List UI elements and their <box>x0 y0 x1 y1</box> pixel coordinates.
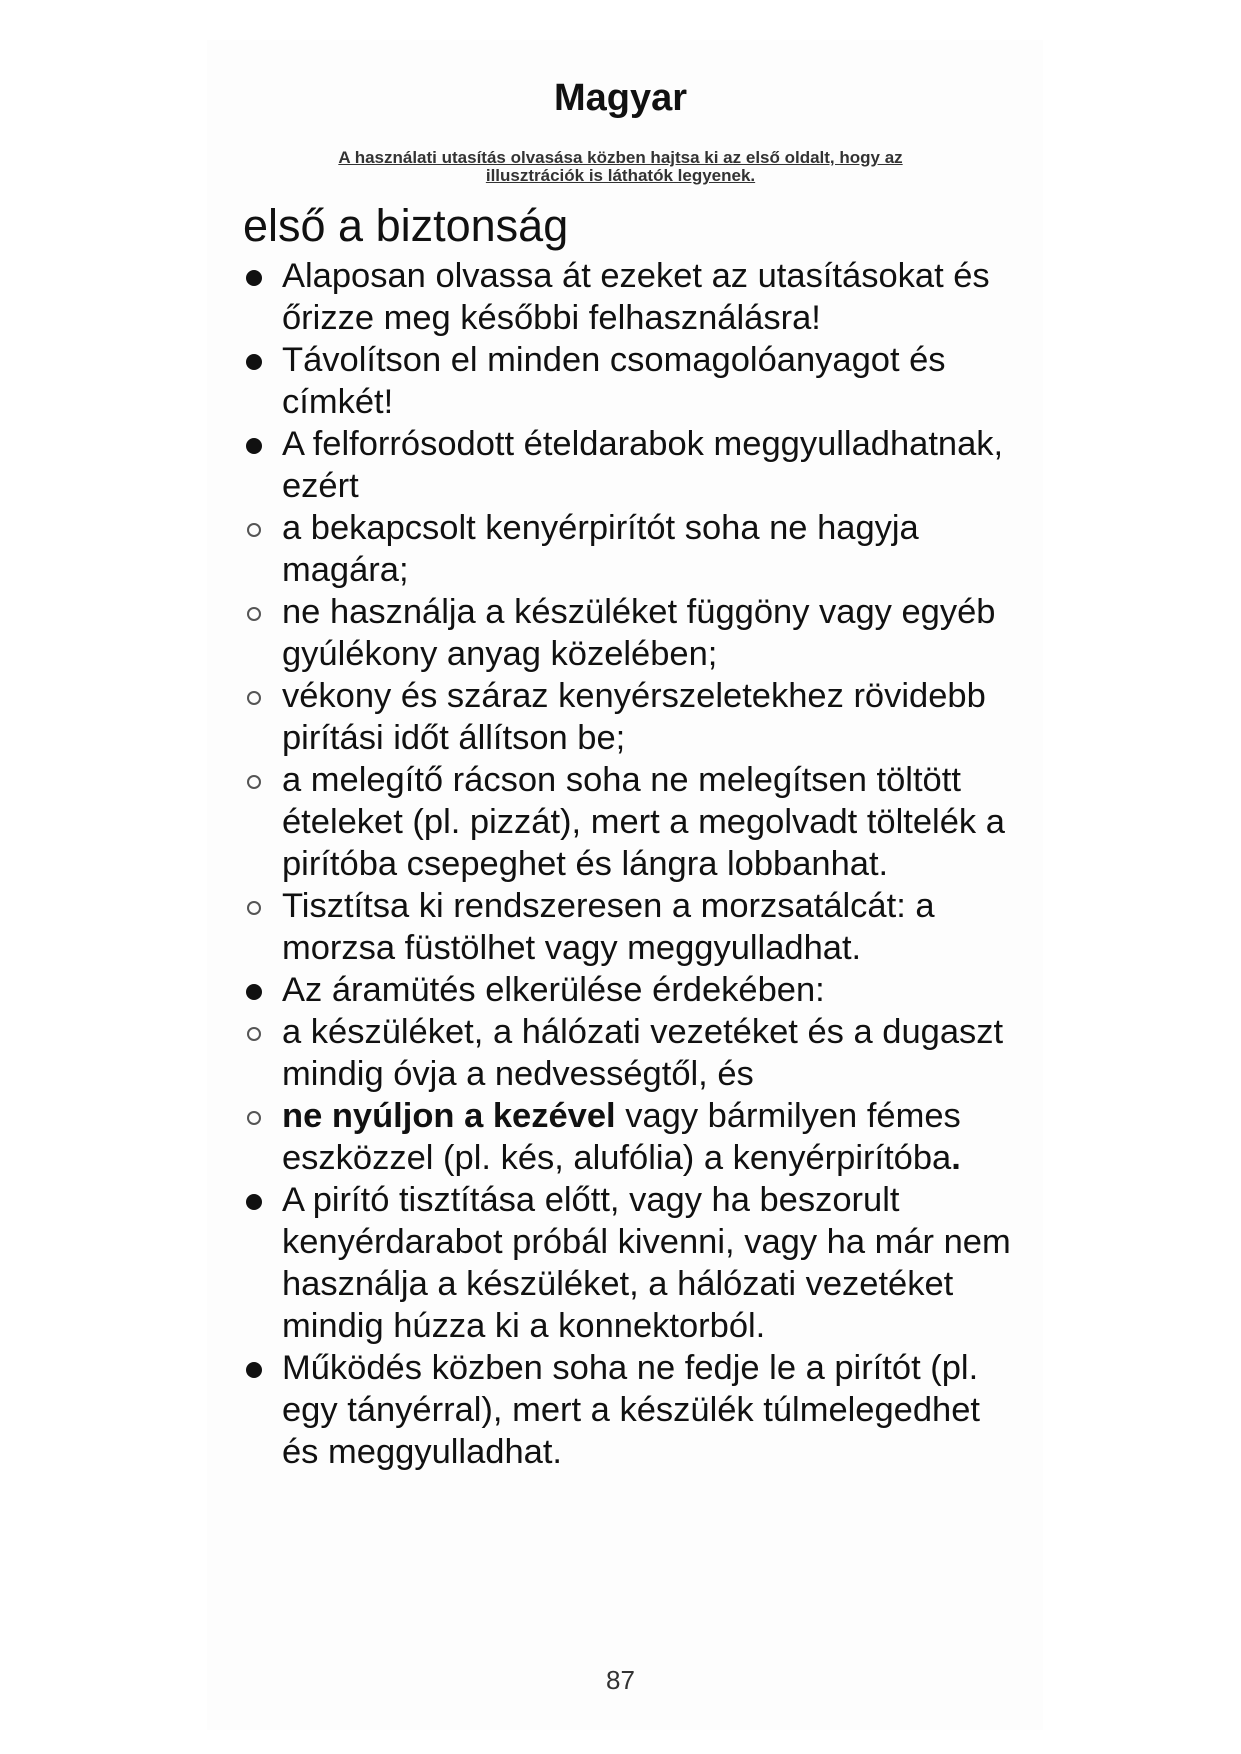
list-item-bold-text: ne nyúljon a kezével <box>282 1097 616 1135</box>
list-item <box>240 759 1020 885</box>
bullet-disc-icon <box>246 438 262 454</box>
page-number: 87 <box>606 1665 635 1695</box>
list-item <box>240 1011 1020 1095</box>
bullet-disc-icon <box>246 1362 262 1378</box>
fold-out-instruction-line1: A használati utasítás olvasása közben hajtsa ki az első oldalt, hogy az <box>338 148 903 167</box>
list-item-text: Az áramütés elkerülése érdekében: <box>282 971 825 1009</box>
list-item-text: a készüléket, a hálózati vezetéket és a dugaszt mindig óvja a nedvességtől, és <box>282 1013 1004 1093</box>
list-item-text: Tisztítsa ki rendszeresen a morzsatálcát: a morzsa füstölhet vagy meggyulladhat. <box>282 887 935 967</box>
safety-list <box>240 255 1020 1473</box>
bullet-disc-icon <box>246 984 262 1000</box>
list-item <box>240 675 1020 759</box>
bullet-circle-icon <box>247 901 261 915</box>
list-item-text: A pirító tisztítása előtt, vagy ha beszorult kenyérdarabot próbál kivenni, vagy ha már nem használja a készüléket, a hálózati vezetéket mindig húzza ki a konnektorból. <box>282 1181 1011 1345</box>
list-item-text: ne használja a készüléket függöny vagy egyéb gyúlékony anyag közelében; <box>282 593 996 673</box>
bullet-disc-icon <box>246 1194 262 1210</box>
list-item <box>240 969 1020 1011</box>
fold-out-instruction <box>0 149 1241 185</box>
list-item-bold-end: . <box>951 1139 961 1177</box>
page-title: Magyar <box>553 77 688 119</box>
bullet-circle-icon <box>247 1027 261 1041</box>
fold-out-instruction-line2: illusztrációk is láthatók legyenek. <box>485 166 756 185</box>
list-item <box>240 1179 1020 1347</box>
section-heading: első a biztonság <box>243 200 569 251</box>
list-item <box>240 255 1020 339</box>
list-item <box>240 339 1020 423</box>
list-item-text: A felforrósodott ételdarabok meggyulladhatnak, ezért <box>282 425 1004 505</box>
bullet-disc-icon <box>246 354 262 370</box>
list-item-text: a bekapcsolt kenyérpirítót soha ne hagyja magára; <box>282 509 919 589</box>
bullet-circle-icon <box>247 691 261 705</box>
list-item <box>240 885 1020 969</box>
list-item <box>240 591 1020 675</box>
bullet-circle-icon <box>247 1111 261 1125</box>
list-item <box>240 423 1020 507</box>
list-item-text: vékony és száraz kenyérszeletekhez rövidebb pirítási időt állítson be; <box>282 677 986 757</box>
list-item-text: Távolítson el minden csomagolóanyagot és címkét! <box>282 341 946 421</box>
list-item-text: Alaposan olvassa át ezeket az utasításokat és őrizze meg későbbi felhasználásra! <box>282 257 990 337</box>
bullet-disc-icon <box>246 270 262 286</box>
list-item <box>240 1347 1020 1473</box>
bullet-circle-icon <box>247 607 261 621</box>
bullet-circle-icon <box>247 775 261 789</box>
bullet-circle-icon <box>247 523 261 537</box>
list-item-text: vagy bármilyen fémes eszközzel (pl. kés, alufólia) a kenyérpirítóba <box>282 1097 961 1177</box>
list-item-text: a melegítő rácson soha ne melegítsen töltött ételeket (pl. pizzát), mert a megolvadt töltelék a pirítóba csepeghet és lángra lobbanhat. <box>282 761 1005 883</box>
list-item-text: Működés közben soha ne fedje le a pirítót (pl. egy tányérral), mert a készülék túlmelegedhet és meggyulladhat. <box>282 1349 981 1471</box>
list-item <box>240 1095 1020 1179</box>
list-item <box>240 507 1020 591</box>
